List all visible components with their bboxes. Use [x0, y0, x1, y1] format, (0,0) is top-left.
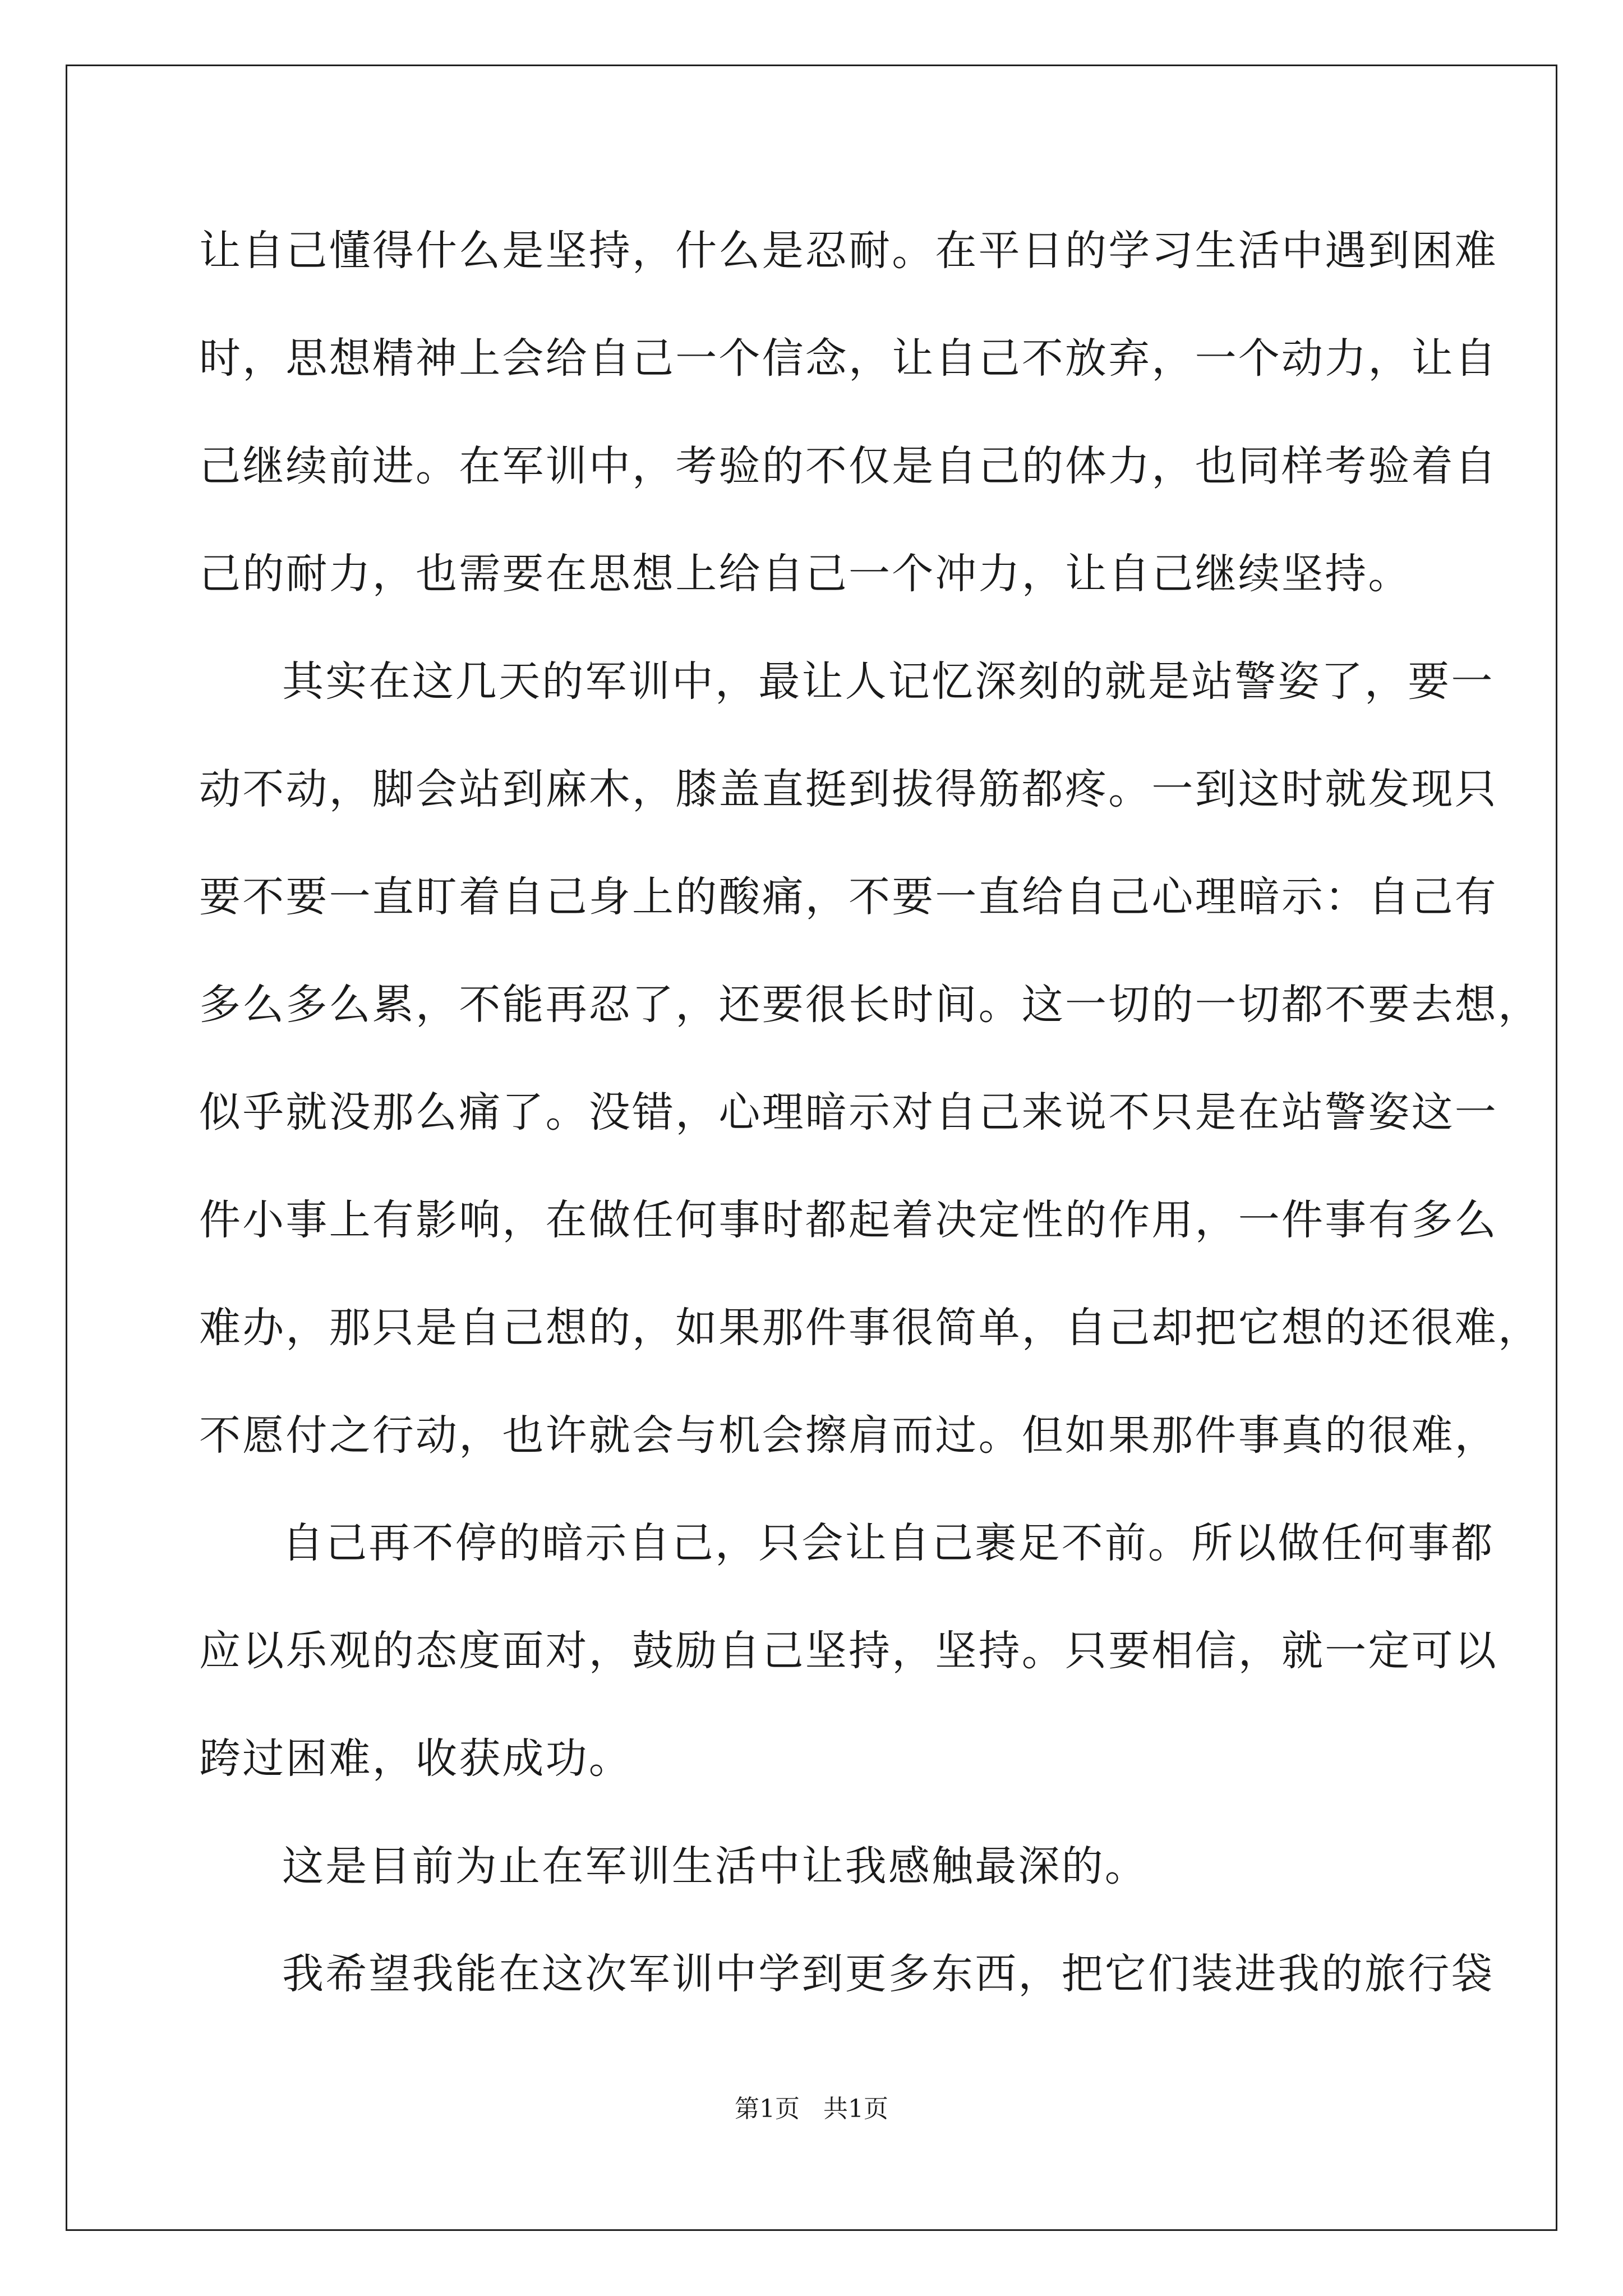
document-body — [199, 216, 1542, 2047]
text-line: 动不动，脚会站到麻木，膝盖直挺到拔得筋都疼。一到这时就发现只 — [199, 765, 1498, 813]
text-line: 应以乐观的态度面对，鼓励自己坚持，坚持。只要相信，就一定可以 — [199, 1627, 1498, 1675]
text-line: 自己再不停的暗示自己，只会让自己裹足不前。所以做任何事都 — [282, 1519, 1495, 1567]
text-line: 件小事上有影响，在做任何事时都起着决定性的作用，一件事有多么 — [199, 1196, 1498, 1244]
text-line: 己继续前进。在军训中，考验的不仅是自己的体力，也同样考验着自 — [199, 442, 1498, 490]
text-line: 要不要一直盯着自己身上的酸痛，不要一直给自己心理暗示：自己有 — [199, 873, 1498, 921]
text-line: 时，思想精神上会给自己一个信念，让自己不放弃，一个动力，让自 — [199, 334, 1498, 383]
page-footer: 第1页 共1页 — [735, 2095, 888, 2123]
text-line: 其实在这几天的军训中，最让人记忆深刻的就是站警姿了，要一 — [282, 657, 1495, 706]
text-line: 多么多么累，不能再忍了，还要很长时间。这一切的一切都不要去想， — [199, 981, 1542, 1029]
text-line: 难办，那只是自己想的，如果那件事很简单，自己却把它想的还很难， — [199, 1304, 1542, 1352]
text-line: 似乎就没那么痛了。没错，心理暗示对自己来说不只是在站警姿这一 — [199, 1088, 1498, 1137]
text-line: 我希望我能在这次军训中学到更多东西，把它们装进我的旅行袋 — [282, 1950, 1495, 1998]
text-line: 己的耐力，也需要在思想上给自己一个冲力，让自己继续坚持。 — [199, 550, 1412, 598]
text-line: 这是目前为止在军训生活中让我感触最深的。 — [282, 1842, 1148, 1890]
text-line: 不愿付之行动，也许就会与机会擦肩而过。但如果那件事真的很难， — [199, 1411, 1498, 1460]
text-line: 让自己懂得什么是坚持，什么是忍耐。在平日的学习生活中遇到困难 — [199, 227, 1498, 275]
text-line: 跨过困难，收获成功。 — [199, 1734, 632, 1783]
